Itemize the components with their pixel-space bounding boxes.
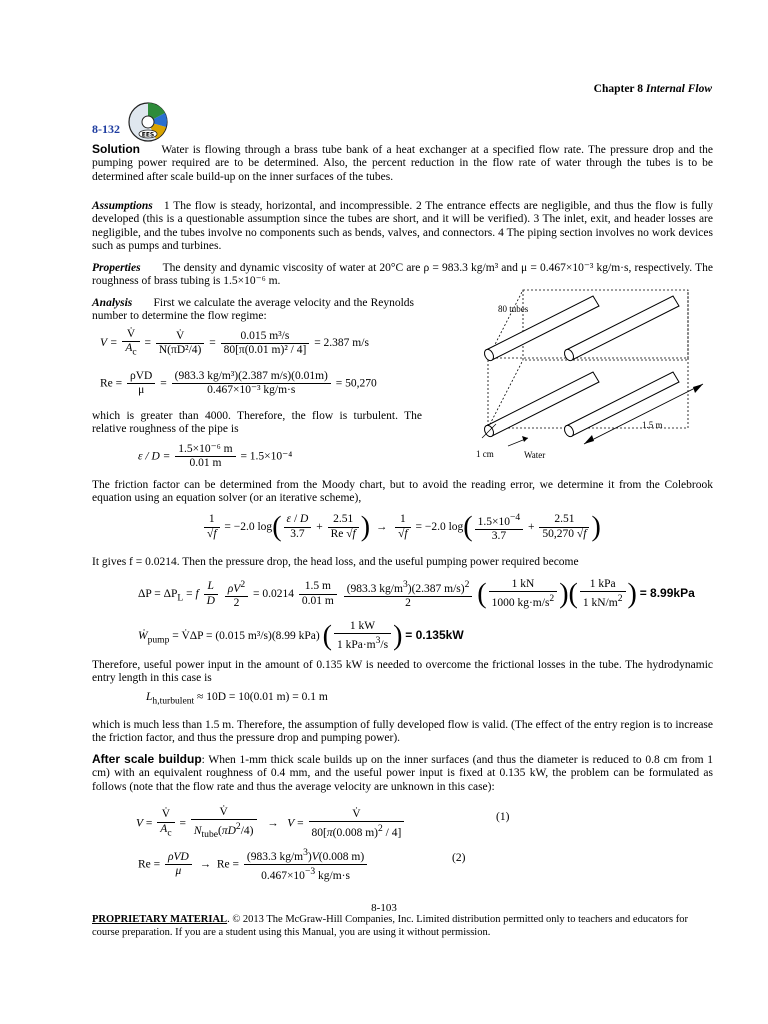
velocity-den-1: A [125,342,133,355]
reynolds-den-2: 0.467×10⁻³ kg/m·s [207,384,296,397]
roughness-result: = 1.5×10⁻⁴ [240,450,293,463]
velocity-equation: V = $\frac{V̇}{A_c}$ = $\frac{V̇}{\text{N(πD²/4)}}$ = $\frac{\text{0.015 m³/s}}{\text{80[π(0.01 m)² / 4]}}$ = 2.387 m/s [100,328,369,358]
power-text: Therefore, useful power input in the amount of 0.135 kW is needed to overcome the frictional losses in the tube. The hydrodynamic entry length in this case is [92,659,713,685]
equation-2-tag: (2) [452,852,466,864]
footer-text: . © 2013 The McGraw-Hill Companies, Inc. Limited distribution permitted only to teachers and educators for course preparation. If you are a student using this Manual, you are using it without permission. [92,914,689,938]
pressure-drop-lhs: ΔP = ΔP [138,587,178,600]
assumptions-label: Assumptions [92,200,153,212]
gives-text: It gives f = 0.0214. Then the pressure drop, the head loss, and the useful pumping power required become [92,556,579,568]
scale-text: : When 1-mm thick scale builds up on the inner surfaces (and thus the diameter is reduced to 0.8 cm from 1 cm) with an equivalent roughness of 0.4 mm, and the useful power input is fixed at 0.135 kW, the problem can be formulated as follows (note that the flow rate and thus the average velocity are unknown in this case): [92,754,713,793]
length-label: 1.5 m [642,420,663,430]
entry-length-equation: $L_{h,turbulent} \approx 10D = 10(0.01$ m) = 0.1 m [146,691,328,707]
reynolds-den-1: μ [138,384,145,397]
solution-label: Solution [92,142,140,156]
velocity-den-2: N(πD²/4) [158,344,202,357]
footer-bold: PROPRIETARY MATERIAL [92,914,228,925]
analysis-intro-text: First we calculate the average velocity and the Reynolds number to determine the flow regime: [92,297,415,323]
assumptions-paragraph [92,200,713,254]
analysis-intro [92,297,414,324]
velocity-num-1: V̇ [122,328,139,342]
solution-paragraph [92,143,713,184]
reynolds-equation: Re = $\frac{\text{ρVD}}{\mu}$ = $\frac{\text{(983.3 kg/m³)(2.387 m/s)(0.01m)}}{\text{0.467×10⁻³ kg/m·s}}$ = 50,270 [100,370,377,397]
chapter-title: Internal Flow [645,83,712,95]
pumping-power-lhs: Ẇ [138,629,148,642]
friction-text: The friction factor can be determined from the Moody chart, but to avoid the reading error, we determine it from the Colebrook equation using an equation solver (or an iterative scheme), [92,479,713,505]
tube-bank-diagram [468,278,718,468]
velocity-lhs: V = [100,337,118,350]
scale-velocity-equation: V = $\frac{V̇}{A_c}$ = $\frac{V̇}{N_{tube}(\pi D^2/4)}$ → V = $\frac{V̇}{80[\pi(0.008 m)^2 / 4]}$ [136,806,406,842]
velocity-result: = 2.387 m/s [314,337,369,350]
equation-1-tag: (1) [496,811,510,823]
entry-length-lhs: L [146,691,153,703]
properties-text: The density and dynamic viscosity of water at 20°C are ρ = 983.3 kg/m³ and μ = 0.467×10⁻³ kg/m·s, respectively. The roughness of brass tubing is 1.5×10⁻⁶ m. [92,262,713,288]
tubes-label: 80 tubes [498,304,529,314]
velocity-num-3: 0.015 m³/s [221,330,310,344]
chapter-number: Chapter 8 [593,83,643,95]
roughness-num: 1.5×10⁻⁶ m [175,443,235,457]
scale-paragraph [92,753,713,794]
page-number: 8-103 [371,902,397,914]
pressure-drop-result: = 8.99kPa [639,585,695,600]
pumping-power-equation: Ẇ$_{pump}$ = V̇ΔP = (0.015 m³/s)(8.99 kPa) ( $\frac{1 kW}{1 kPa\cdot m^3/s}$ ) = 0.135kW [138,620,464,652]
solution-text: Water is flowing through a brass tube bank of a heat exchanger at a specified flow rate. The pressure drop and the pumping power required are to be determined. Also, the percent reduction in the flow rate of water through the tubes is to be determined after scale build-up on the inner surfaces of the tubes. [92,144,713,183]
scale-reynolds-equation: Re = $\frac{\text{ρVD}}{\mu}$ → Re = $\frac{(983.3 kg/m^3)V(0.008 m)}{0.467\times 10^{-3} kg/m\cdot s}$ [138,846,369,883]
reynolds-lhs: Re = [100,377,123,390]
roughness-den: 0.01 m [189,457,222,470]
analysis-label: Analysis [92,297,133,309]
velocity-num-2: V̇ [156,330,204,344]
footer-notice [92,914,713,939]
roughness-lhs: ε / D = [138,450,171,463]
reynolds-num-1: ρVD [127,370,155,384]
entry-text: which is much less than 1.5 m. Therefore, the assumption of fully developed flow is valid. (The effect of the entry region is to increase the friction factor, and thus the pressure drop and pumping power). [92,719,713,745]
reynolds-result: = 50,270 [335,377,377,390]
properties-label: Properties [92,262,141,274]
chapter-header [594,83,712,96]
colebrook-equation: $\frac{1}{√f}$ = −2.0 log( $\frac{\varepsilon / D}{3.7}$ + $\frac{2.51}{Re √f}$ ) → $\frac{1}{√f}$ = −2.0 log( $\frac{1.5\times 10^{-4}}{3.7}$ + $\frac{2.51}{50,270 √f}$ ) [202,511,601,544]
ees-disc-icon [126,100,170,144]
pumping-power-mid: = V̇ΔP = (0.015 m³/s)(8.99 kPa) [172,629,320,642]
diameter-label: 1 cm [476,449,494,459]
turbulent-text: which is greater than 4000. Therefore, the flow is turbulent. The relative roughness of the pipe is [92,410,422,436]
assumptions-text: 1 The flow is steady, horizontal, and incompressible. 2 The entrance effects are negligible, and thus the flow is fully developed (this is a questionable assumption since the tubes are short, and it will be verified). 3 The inlet, exit, and header losses are negligible, and the tubes involve no components such as bends, valves, and connectors. 4 The piping section involves no work devices such as pumps and turbines. [92,200,713,253]
relative-roughness-equation [138,443,292,471]
pressure-drop-equation: $\Delta P = \Delta P_L = f$ $\frac{L}{D}$ $\frac{\rho V^2}{2}$ = 0.0214 $\frac{1.5 m}{0.01 m}$ $\frac{(983.3 kg/m^3)(2.387 m/s)^2}{2}$ ( $\frac{1 kN}{1000 kg\cdot m/s^2}$ )( $\frac{\text{1 kPa}}{1 kN/m^2}$ ) = 8.99kPa [138,578,695,610]
water-label: Water [524,450,546,460]
reynolds-num-2: (983.3 kg/m³)(2.387 m/s)(0.01m) [172,370,331,384]
pumping-power-result: = 0.135kW [405,627,464,642]
svg-text:EES: EES [141,131,155,139]
velocity-den-3: 80[π(0.01 m)² / 4] [223,344,307,357]
entry-length-rhs: ≈ 10D = 10(0.01 m) = 0.1 m [197,691,328,703]
problem-number: 8-132 [92,122,120,136]
scale-label: After scale buildup [92,752,202,766]
